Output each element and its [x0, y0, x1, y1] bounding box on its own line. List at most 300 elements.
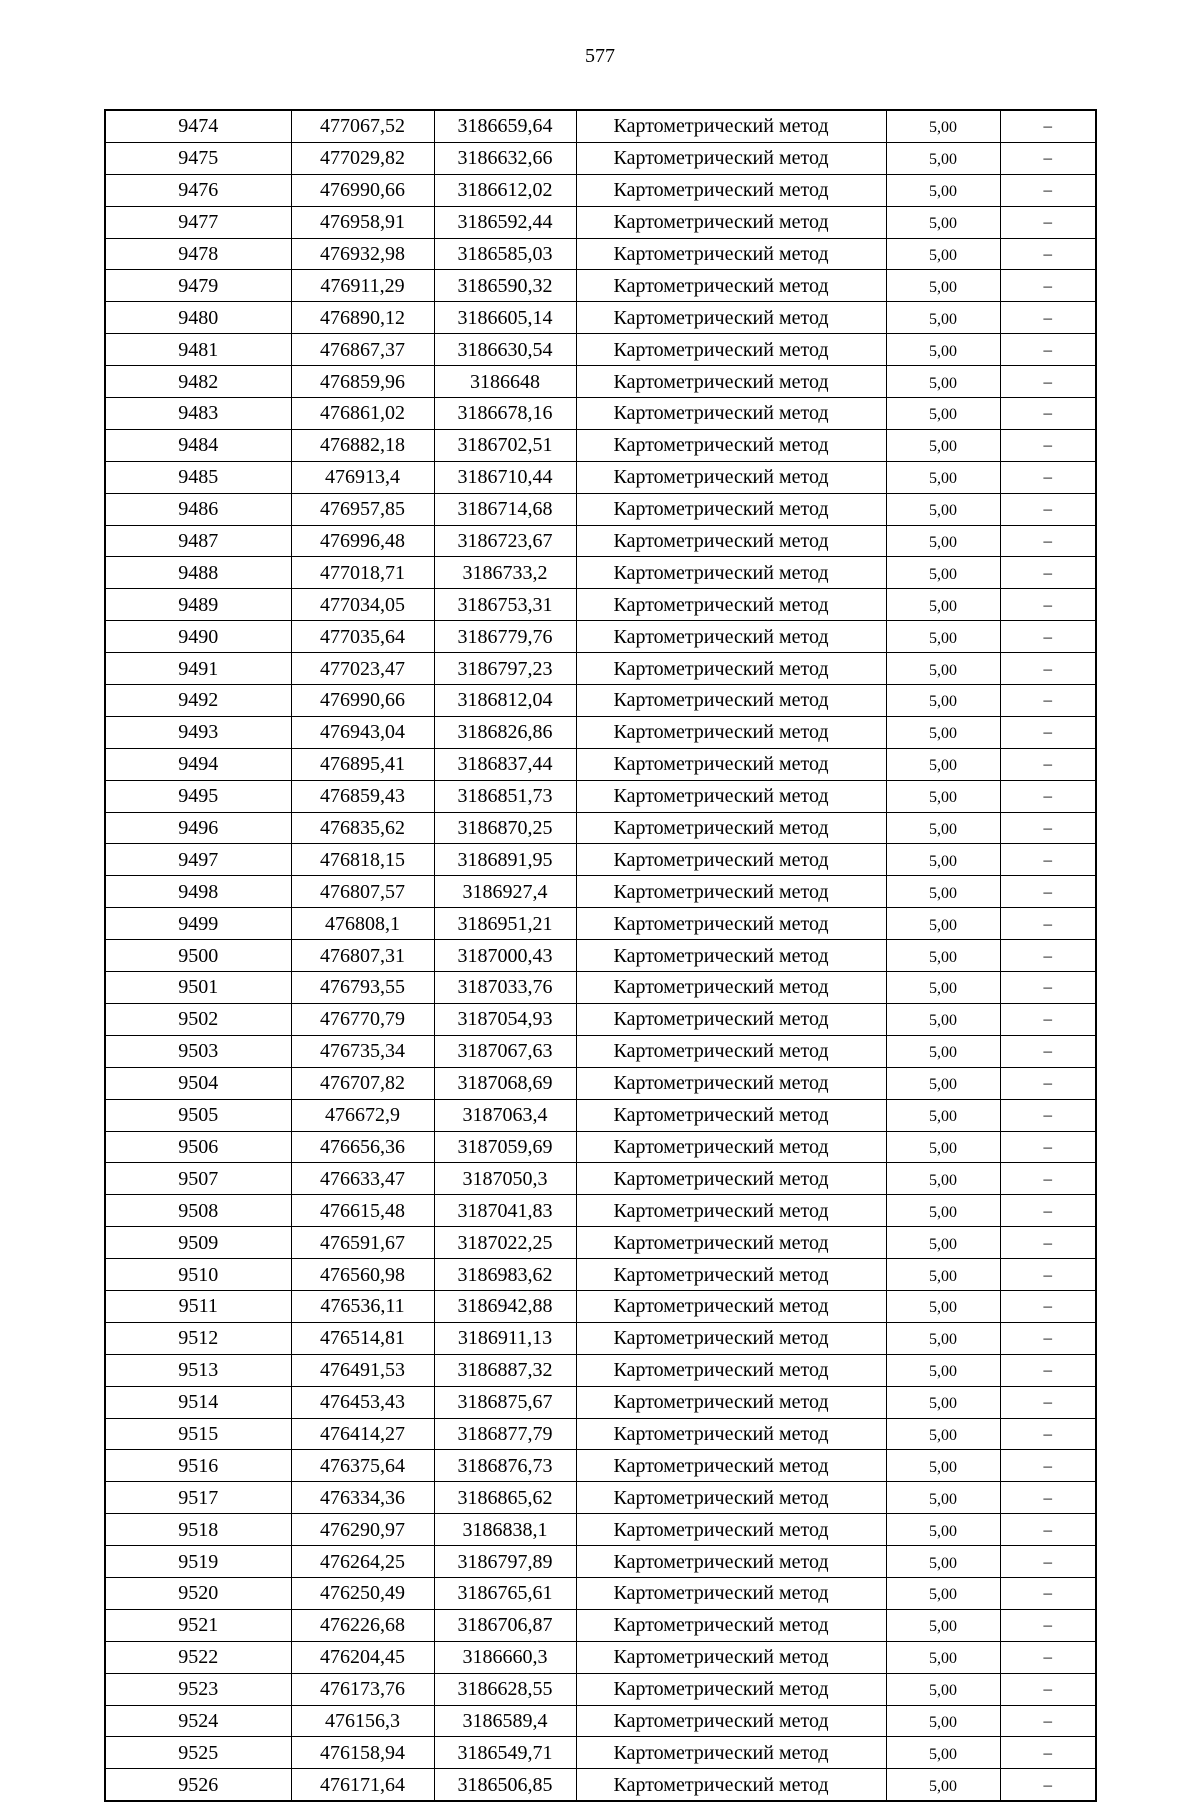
y-coordinate-cell: 3186870,25 [434, 812, 576, 844]
method-cell: Картометрический метод [576, 812, 886, 844]
method-cell: Картометрический метод [576, 716, 886, 748]
note-cell: – [1000, 1067, 1096, 1099]
x-coordinate-cell: 477067,52 [291, 110, 434, 142]
y-coordinate-cell: 3186659,64 [434, 110, 576, 142]
error-cell: 5,00 [886, 940, 1000, 972]
y-coordinate-cell: 3186876,73 [434, 1450, 576, 1482]
point-number-cell: 9491 [105, 653, 291, 685]
note-cell: – [1000, 302, 1096, 334]
note-cell: – [1000, 1609, 1096, 1641]
table-row [105, 1322, 1096, 1354]
table-row [105, 110, 1096, 142]
error-cell: 5,00 [886, 1609, 1000, 1641]
point-number-cell: 9522 [105, 1641, 291, 1673]
x-coordinate-cell: 476656,36 [291, 1131, 434, 1163]
method-cell: Картометрический метод [576, 1322, 886, 1354]
table-row [105, 748, 1096, 780]
error-cell: 5,00 [886, 1577, 1000, 1609]
table-row [105, 1641, 1096, 1673]
note-cell: – [1000, 1099, 1096, 1131]
y-coordinate-cell: 3187041,83 [434, 1195, 576, 1227]
x-coordinate-cell: 476996,48 [291, 525, 434, 557]
point-number-cell: 9503 [105, 1035, 291, 1067]
y-coordinate-cell: 3187050,3 [434, 1163, 576, 1195]
coordinates-table-body [105, 110, 1096, 1801]
table-row [105, 238, 1096, 270]
table-row [105, 270, 1096, 302]
point-number-cell: 9475 [105, 142, 291, 174]
note-cell: – [1000, 1514, 1096, 1546]
table-row [105, 1418, 1096, 1450]
error-cell: 5,00 [886, 1099, 1000, 1131]
error-cell: 5,00 [886, 1131, 1000, 1163]
note-cell: – [1000, 557, 1096, 589]
error-cell: 5,00 [886, 1769, 1000, 1801]
table-row [105, 1131, 1096, 1163]
note-cell: – [1000, 908, 1096, 940]
error-cell: 5,00 [886, 876, 1000, 908]
method-cell: Картометрический метод [576, 1450, 886, 1482]
point-number-cell: 9486 [105, 493, 291, 525]
note-cell: – [1000, 1354, 1096, 1386]
table-row [105, 1067, 1096, 1099]
y-coordinate-cell: 3186592,44 [434, 206, 576, 238]
error-cell: 5,00 [886, 1418, 1000, 1450]
note-cell: – [1000, 1673, 1096, 1705]
point-number-cell: 9525 [105, 1737, 291, 1769]
error-cell: 5,00 [886, 1195, 1000, 1227]
note-cell: – [1000, 142, 1096, 174]
point-number-cell: 9479 [105, 270, 291, 302]
error-cell: 5,00 [886, 1322, 1000, 1354]
error-cell: 5,00 [886, 1514, 1000, 1546]
x-coordinate-cell: 476867,37 [291, 334, 434, 366]
x-coordinate-cell: 476491,53 [291, 1354, 434, 1386]
point-number-cell: 9488 [105, 557, 291, 589]
note-cell: – [1000, 1418, 1096, 1450]
table-row [105, 653, 1096, 685]
x-coordinate-cell: 476536,11 [291, 1290, 434, 1322]
point-number-cell: 9509 [105, 1227, 291, 1259]
note-cell: – [1000, 174, 1096, 206]
y-coordinate-cell: 3186877,79 [434, 1418, 576, 1450]
y-coordinate-cell: 3186590,32 [434, 270, 576, 302]
x-coordinate-cell: 476173,76 [291, 1673, 434, 1705]
point-number-cell: 9518 [105, 1514, 291, 1546]
point-number-cell: 9498 [105, 876, 291, 908]
error-cell: 5,00 [886, 748, 1000, 780]
method-cell: Картометрический метод [576, 1227, 886, 1259]
error-cell: 5,00 [886, 1450, 1000, 1482]
point-number-cell: 9512 [105, 1322, 291, 1354]
error-cell: 5,00 [886, 716, 1000, 748]
note-cell: – [1000, 1577, 1096, 1609]
point-number-cell: 9478 [105, 238, 291, 270]
method-cell: Картометрический метод [576, 493, 886, 525]
x-coordinate-cell: 476560,98 [291, 1259, 434, 1291]
error-cell: 5,00 [886, 1546, 1000, 1578]
y-coordinate-cell: 3186678,16 [434, 398, 576, 430]
table-row [105, 1514, 1096, 1546]
x-coordinate-cell: 476226,68 [291, 1609, 434, 1641]
point-number-cell: 9523 [105, 1673, 291, 1705]
point-number-cell: 9517 [105, 1482, 291, 1514]
point-number-cell: 9499 [105, 908, 291, 940]
method-cell: Картометрический метод [576, 748, 886, 780]
y-coordinate-cell: 3186630,54 [434, 334, 576, 366]
error-cell: 5,00 [886, 1386, 1000, 1418]
point-number-cell: 9483 [105, 398, 291, 430]
method-cell: Картометрический метод [576, 1673, 886, 1705]
table-row [105, 940, 1096, 972]
x-coordinate-cell: 476859,96 [291, 366, 434, 398]
table-row [105, 972, 1096, 1004]
y-coordinate-cell: 3187068,69 [434, 1067, 576, 1099]
point-number-cell: 9526 [105, 1769, 291, 1801]
point-number-cell: 9514 [105, 1386, 291, 1418]
point-number-cell: 9482 [105, 366, 291, 398]
note-cell: – [1000, 334, 1096, 366]
error-cell: 5,00 [886, 142, 1000, 174]
method-cell: Картометрический метод [576, 1035, 886, 1067]
note-cell: – [1000, 398, 1096, 430]
point-number-cell: 9487 [105, 525, 291, 557]
table-row [105, 1769, 1096, 1801]
x-coordinate-cell: 477029,82 [291, 142, 434, 174]
x-coordinate-cell: 476615,48 [291, 1195, 434, 1227]
error-cell: 5,00 [886, 206, 1000, 238]
y-coordinate-cell: 3186942,88 [434, 1290, 576, 1322]
method-cell: Картометрический метод [576, 1546, 886, 1578]
y-coordinate-cell: 3186765,61 [434, 1577, 576, 1609]
note-cell: – [1000, 525, 1096, 557]
table-row [105, 1035, 1096, 1067]
note-cell: – [1000, 238, 1096, 270]
x-coordinate-cell: 476514,81 [291, 1322, 434, 1354]
x-coordinate-cell: 476957,85 [291, 493, 434, 525]
table-row [105, 1450, 1096, 1482]
method-cell: Картометрический метод [576, 876, 886, 908]
table-row [105, 589, 1096, 621]
note-cell: – [1000, 812, 1096, 844]
note-cell: – [1000, 876, 1096, 908]
note-cell: – [1000, 780, 1096, 812]
x-coordinate-cell: 476158,94 [291, 1737, 434, 1769]
point-number-cell: 9515 [105, 1418, 291, 1450]
note-cell: – [1000, 1386, 1096, 1418]
note-cell: – [1000, 110, 1096, 142]
table-row [105, 908, 1096, 940]
table-row [105, 716, 1096, 748]
point-number-cell: 9477 [105, 206, 291, 238]
method-cell: Картометрический метод [576, 1482, 886, 1514]
method-cell: Картометрический метод [576, 940, 886, 972]
error-cell: 5,00 [886, 653, 1000, 685]
table-row [105, 1259, 1096, 1291]
point-number-cell: 9474 [105, 110, 291, 142]
x-coordinate-cell: 476793,55 [291, 972, 434, 1004]
y-coordinate-cell: 3186837,44 [434, 748, 576, 780]
method-cell: Картометрический метод [576, 685, 886, 717]
y-coordinate-cell: 3186797,89 [434, 1546, 576, 1578]
note-cell: – [1000, 461, 1096, 493]
y-coordinate-cell: 3186911,13 [434, 1322, 576, 1354]
y-coordinate-cell: 3186753,31 [434, 589, 576, 621]
table-row [105, 142, 1096, 174]
y-coordinate-cell: 3186612,02 [434, 174, 576, 206]
error-cell: 5,00 [886, 1227, 1000, 1259]
error-cell: 5,00 [886, 812, 1000, 844]
point-number-cell: 9481 [105, 334, 291, 366]
table-row [105, 525, 1096, 557]
error-cell: 5,00 [886, 1705, 1000, 1737]
x-coordinate-cell: 476943,04 [291, 716, 434, 748]
y-coordinate-cell: 3186826,86 [434, 716, 576, 748]
method-cell: Картометрический метод [576, 429, 886, 461]
point-number-cell: 9500 [105, 940, 291, 972]
method-cell: Картометрический метод [576, 238, 886, 270]
error-cell: 5,00 [886, 493, 1000, 525]
method-cell: Картометрический метод [576, 302, 886, 334]
y-coordinate-cell: 3187067,63 [434, 1035, 576, 1067]
note-cell: – [1000, 366, 1096, 398]
error-cell: 5,00 [886, 429, 1000, 461]
note-cell: – [1000, 1482, 1096, 1514]
y-coordinate-cell: 3187022,25 [434, 1227, 576, 1259]
method-cell: Картометрический метод [576, 780, 886, 812]
x-coordinate-cell: 476932,98 [291, 238, 434, 270]
point-number-cell: 9516 [105, 1450, 291, 1482]
method-cell: Картометрический метод [576, 972, 886, 1004]
x-coordinate-cell: 476156,3 [291, 1705, 434, 1737]
y-coordinate-cell: 3186812,04 [434, 685, 576, 717]
error-cell: 5,00 [886, 1737, 1000, 1769]
point-number-cell: 9511 [105, 1290, 291, 1322]
method-cell: Картометрический метод [576, 1705, 886, 1737]
x-coordinate-cell: 476672,9 [291, 1099, 434, 1131]
error-cell: 5,00 [886, 1290, 1000, 1322]
note-cell: – [1000, 1259, 1096, 1291]
x-coordinate-cell: 476895,41 [291, 748, 434, 780]
point-number-cell: 9524 [105, 1705, 291, 1737]
error-cell: 5,00 [886, 1259, 1000, 1291]
y-coordinate-cell: 3186660,3 [434, 1641, 576, 1673]
method-cell: Картометрический метод [576, 1577, 886, 1609]
method-cell: Картометрический метод [576, 557, 886, 589]
method-cell: Картометрический метод [576, 174, 886, 206]
method-cell: Картометрический метод [576, 461, 886, 493]
x-coordinate-cell: 476835,62 [291, 812, 434, 844]
note-cell: – [1000, 621, 1096, 653]
table-row [105, 1195, 1096, 1227]
error-cell: 5,00 [886, 302, 1000, 334]
note-cell: – [1000, 1546, 1096, 1578]
table-row [105, 780, 1096, 812]
table-row [105, 1609, 1096, 1641]
note-cell: – [1000, 1705, 1096, 1737]
method-cell: Картометрический метод [576, 366, 886, 398]
error-cell: 5,00 [886, 461, 1000, 493]
table-row [105, 1099, 1096, 1131]
method-cell: Картометрический метод [576, 653, 886, 685]
y-coordinate-cell: 3187033,76 [434, 972, 576, 1004]
error-cell: 5,00 [886, 1673, 1000, 1705]
method-cell: Картометрический метод [576, 1386, 886, 1418]
x-coordinate-cell: 476911,29 [291, 270, 434, 302]
x-coordinate-cell: 476808,1 [291, 908, 434, 940]
error-cell: 5,00 [886, 972, 1000, 1004]
point-number-cell: 9476 [105, 174, 291, 206]
method-cell: Картометрический метод [576, 334, 886, 366]
point-number-cell: 9504 [105, 1067, 291, 1099]
point-number-cell: 9497 [105, 844, 291, 876]
method-cell: Картометрический метод [576, 1259, 886, 1291]
x-coordinate-cell: 476818,15 [291, 844, 434, 876]
note-cell: – [1000, 685, 1096, 717]
x-coordinate-cell: 476990,66 [291, 685, 434, 717]
table-row [105, 174, 1096, 206]
point-number-cell: 9521 [105, 1609, 291, 1641]
y-coordinate-cell: 3186983,62 [434, 1259, 576, 1291]
point-number-cell: 9494 [105, 748, 291, 780]
point-number-cell: 9480 [105, 302, 291, 334]
note-cell: – [1000, 1227, 1096, 1259]
method-cell: Картометрический метод [576, 589, 886, 621]
coordinates-table [104, 109, 1097, 1802]
x-coordinate-cell: 476735,34 [291, 1035, 434, 1067]
error-cell: 5,00 [886, 270, 1000, 302]
method-cell: Картометрический метод [576, 1290, 886, 1322]
y-coordinate-cell: 3186875,67 [434, 1386, 576, 1418]
note-cell: – [1000, 940, 1096, 972]
note-cell: – [1000, 1641, 1096, 1673]
error-cell: 5,00 [886, 1354, 1000, 1386]
point-number-cell: 9505 [105, 1099, 291, 1131]
method-cell: Картометрический метод [576, 1641, 886, 1673]
error-cell: 5,00 [886, 525, 1000, 557]
error-cell: 5,00 [886, 780, 1000, 812]
y-coordinate-cell: 3186865,62 [434, 1482, 576, 1514]
x-coordinate-cell: 476707,82 [291, 1067, 434, 1099]
table-row [105, 334, 1096, 366]
method-cell: Картометрический метод [576, 110, 886, 142]
x-coordinate-cell: 476807,31 [291, 940, 434, 972]
x-coordinate-cell: 476958,91 [291, 206, 434, 238]
note-cell: – [1000, 589, 1096, 621]
y-coordinate-cell: 3186605,14 [434, 302, 576, 334]
error-cell: 5,00 [886, 1067, 1000, 1099]
y-coordinate-cell: 3186714,68 [434, 493, 576, 525]
x-coordinate-cell: 476990,66 [291, 174, 434, 206]
x-coordinate-cell: 477034,05 [291, 589, 434, 621]
note-cell: – [1000, 844, 1096, 876]
point-number-cell: 9507 [105, 1163, 291, 1195]
error-cell: 5,00 [886, 1482, 1000, 1514]
x-coordinate-cell: 476859,43 [291, 780, 434, 812]
error-cell: 5,00 [886, 621, 1000, 653]
y-coordinate-cell: 3186710,44 [434, 461, 576, 493]
point-number-cell: 9510 [105, 1259, 291, 1291]
table-row [105, 366, 1096, 398]
error-cell: 5,00 [886, 1641, 1000, 1673]
note-cell: – [1000, 1195, 1096, 1227]
x-coordinate-cell: 476807,57 [291, 876, 434, 908]
x-coordinate-cell: 476633,47 [291, 1163, 434, 1195]
y-coordinate-cell: 3186851,73 [434, 780, 576, 812]
point-number-cell: 9492 [105, 685, 291, 717]
x-coordinate-cell: 476770,79 [291, 1003, 434, 1035]
point-number-cell: 9490 [105, 621, 291, 653]
y-coordinate-cell: 3186549,71 [434, 1737, 576, 1769]
method-cell: Картометрический метод [576, 525, 886, 557]
y-coordinate-cell: 3186628,55 [434, 1673, 576, 1705]
method-cell: Картометрический метод [576, 1131, 886, 1163]
x-coordinate-cell: 477023,47 [291, 653, 434, 685]
method-cell: Картометрический метод [576, 908, 886, 940]
point-number-cell: 9496 [105, 812, 291, 844]
method-cell: Картометрический метод [576, 1354, 886, 1386]
error-cell: 5,00 [886, 685, 1000, 717]
point-number-cell: 9495 [105, 780, 291, 812]
point-number-cell: 9484 [105, 429, 291, 461]
table-row [105, 685, 1096, 717]
y-coordinate-cell: 3186723,67 [434, 525, 576, 557]
note-cell: – [1000, 972, 1096, 1004]
table-row [105, 1546, 1096, 1578]
x-coordinate-cell: 476414,27 [291, 1418, 434, 1450]
note-cell: – [1000, 653, 1096, 685]
table-row [105, 398, 1096, 430]
error-cell: 5,00 [886, 557, 1000, 589]
x-coordinate-cell: 477018,71 [291, 557, 434, 589]
y-coordinate-cell: 3186838,1 [434, 1514, 576, 1546]
method-cell: Картометрический метод [576, 1514, 886, 1546]
table-row [105, 429, 1096, 461]
error-cell: 5,00 [886, 110, 1000, 142]
x-coordinate-cell: 476250,49 [291, 1577, 434, 1609]
table-row [105, 1003, 1096, 1035]
table-row [105, 1705, 1096, 1737]
table-row [105, 812, 1096, 844]
error-cell: 5,00 [886, 398, 1000, 430]
y-coordinate-cell: 3186506,85 [434, 1769, 576, 1801]
x-coordinate-cell: 476290,97 [291, 1514, 434, 1546]
point-number-cell: 9508 [105, 1195, 291, 1227]
error-cell: 5,00 [886, 1003, 1000, 1035]
note-cell: – [1000, 1163, 1096, 1195]
method-cell: Картометрический метод [576, 1003, 886, 1035]
y-coordinate-cell: 3187059,69 [434, 1131, 576, 1163]
note-cell: – [1000, 1322, 1096, 1354]
y-coordinate-cell: 3186887,32 [434, 1354, 576, 1386]
x-coordinate-cell: 476861,02 [291, 398, 434, 430]
table-row [105, 621, 1096, 653]
method-cell: Картометрический метод [576, 1609, 886, 1641]
method-cell: Картометрический метод [576, 1418, 886, 1450]
method-cell: Картометрический метод [576, 270, 886, 302]
note-cell: – [1000, 493, 1096, 525]
error-cell: 5,00 [886, 366, 1000, 398]
page-number: 577 [585, 45, 615, 67]
point-number-cell: 9506 [105, 1131, 291, 1163]
error-cell: 5,00 [886, 238, 1000, 270]
x-coordinate-cell: 476890,12 [291, 302, 434, 334]
method-cell: Картометрический метод [576, 398, 886, 430]
error-cell: 5,00 [886, 334, 1000, 366]
table-row [105, 461, 1096, 493]
table-row [105, 557, 1096, 589]
y-coordinate-cell: 3187054,93 [434, 1003, 576, 1035]
